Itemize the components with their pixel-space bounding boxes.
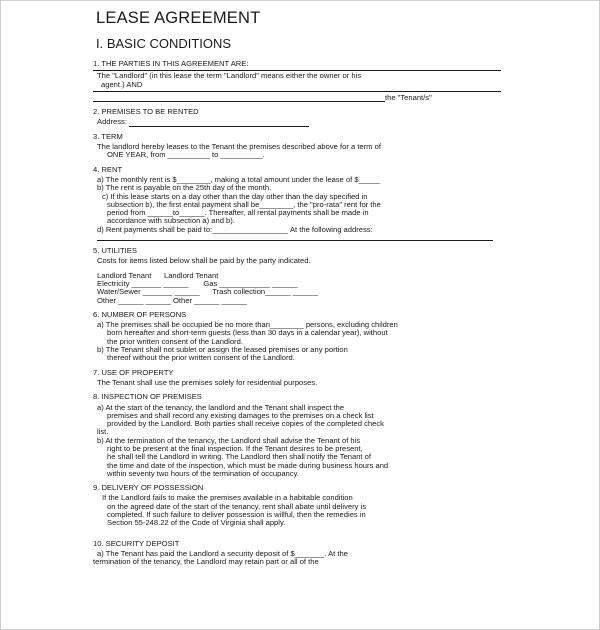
utility-row: Electricity _______ ______ Gas ____________ ______ <box>97 278 298 288</box>
parties-box <box>93 70 501 92</box>
text-line: a) The Tenant has paid the Landlord a security deposit of $_______. At the <box>97 548 348 558</box>
text-line: If the Landlord fails to make the premises available in a habitable condition <box>102 493 353 503</box>
text-line: provided by the Landlord. Both parties shall receive copies of the completed check <box>107 419 384 429</box>
text-line: agent.) AND <box>101 79 143 89</box>
section-rent <box>93 166 501 241</box>
text-line: he shall tell the Landlord in writing. The Landlord then shall notify the Tenant of <box>107 452 371 462</box>
text-line: thereof without the prior written consent of the Landlord. <box>107 353 295 363</box>
section-heading: 5. UTILITIES <box>93 246 137 256</box>
text-line: the prior written consent of the Landlord. <box>107 336 243 346</box>
section-term <box>93 133 501 160</box>
section-premises <box>93 108 501 127</box>
text-line: on the agreed date of the start of the tenancy, rent shall abate until delivery is <box>107 501 367 511</box>
section-heading: 10. SECURITY DEPOSIT <box>93 538 180 548</box>
section-delivery <box>93 484 501 527</box>
text-line: a) At the start of the tenancy, the landlord and the Tenant shall inspect the <box>97 402 345 412</box>
section-heading: 3. TERM <box>93 131 123 141</box>
section-heading: 6. NUMBER OF PERSONS <box>93 309 187 319</box>
text-line: premises and shall record any existing damages to the premises on a check list <box>107 410 374 420</box>
text-line: b) The Tenant shall not sublet or assign the leased premises or any portion <box>97 345 348 355</box>
blank-line[interactable] <box>97 234 493 241</box>
text-line: completed. If such failure to deliver possession is willful, then the remedies in <box>107 510 366 520</box>
section-heading: 1. THE PARTIES IN THIS AGREEMENT ARE: <box>93 59 249 68</box>
section-heading: 2. PREMISES TO BE RENTED <box>93 107 199 117</box>
section-inspection <box>93 393 501 478</box>
text-line: termination of the tenancy, the Landlord may retain part or all of the <box>93 557 319 567</box>
utility-row: Water/Sewer _______ ______ Trash collection______ ______ <box>97 287 318 297</box>
text-line: ONE YEAR, from __________ to __________. <box>107 150 265 160</box>
section-use <box>93 369 501 388</box>
utility-columns: Landlord Tenant Landlord Tenant <box>97 270 219 280</box>
text-line: born hereafter and short-term guests (less than 30 days in a calendar year), without <box>107 328 388 338</box>
text-line: within seventy two hours of the termination of occupancy. <box>107 468 299 478</box>
text-line: Costs for items listed below shall be paid by the party indicated. <box>97 256 311 266</box>
blank-line <box>129 120 309 127</box>
section-parties <box>93 60 501 102</box>
text-line: a) The monthly rent is $________, making a total amount under the lease of $_____ <box>97 174 380 184</box>
blank-line <box>93 95 385 102</box>
section-heading: 7. USE OF PROPERTY <box>93 367 174 377</box>
address-field[interactable] <box>93 118 501 126</box>
text-line: The landlord hereby leases to the Tenant the premises described above for a term of <box>97 142 381 152</box>
tenant-name-line[interactable] <box>93 94 501 102</box>
section-utilities <box>93 247 501 305</box>
text-line: Section 55-248.22 of the Code of Virginia shall apply. <box>107 518 286 528</box>
text-line: c) If this lease starts on a day other than the day other than the day specified in <box>102 191 368 201</box>
section-title: I. BASIC CONDITIONS <box>96 36 232 51</box>
section-heading: 9. DELIVERY OF POSSESSION <box>93 483 204 493</box>
section-deposit <box>93 540 501 567</box>
text-line: The Tenant shall use the premises solely for residential purposes. <box>97 377 318 387</box>
text-line: list. <box>97 427 109 437</box>
text-line: accordance with subsection a) and b). <box>107 216 235 226</box>
text-line: subsection b), the first ental payment shall be________, the "pro-rata" rent for the <box>107 199 381 209</box>
document-body <box>93 60 501 567</box>
text-line: d) Rent payments shall be paid to:__________________ At the following address: <box>97 224 373 234</box>
text-line: b) The rent is payable on the 25th day of the month. <box>97 183 272 193</box>
text-line: b) At the termination of the tenancy, the Landlord shall advise the Tenant of his <box>97 435 361 445</box>
document-title: LEASE AGREEMENT <box>96 9 261 27</box>
text-line: period from ______to______. Thereafter, all rental payments shall be made in <box>107 208 369 218</box>
address-label: Address: <box>97 117 127 127</box>
section-persons <box>93 311 501 363</box>
text-line: the time and date of the inspection, which must be made during business hours and <box>107 460 389 470</box>
tenant-label: the "Tenant/s" <box>385 92 432 102</box>
text-line: The "Landlord" (in this lease the term "Landlord" means either the owner or his <box>97 71 362 81</box>
utility-row: Other ______ ______ Other ______ ______ <box>97 295 247 305</box>
section-heading: 4. RENT <box>93 164 123 174</box>
text-line: a) The premises shall be occupied be no more than________ persons, excluding children <box>97 320 398 330</box>
text-line: right to be present at the final inspection. If the Tenant desires to be present, <box>107 443 363 453</box>
section-heading: 8. INSPECTION OF PREMISES <box>93 392 202 402</box>
